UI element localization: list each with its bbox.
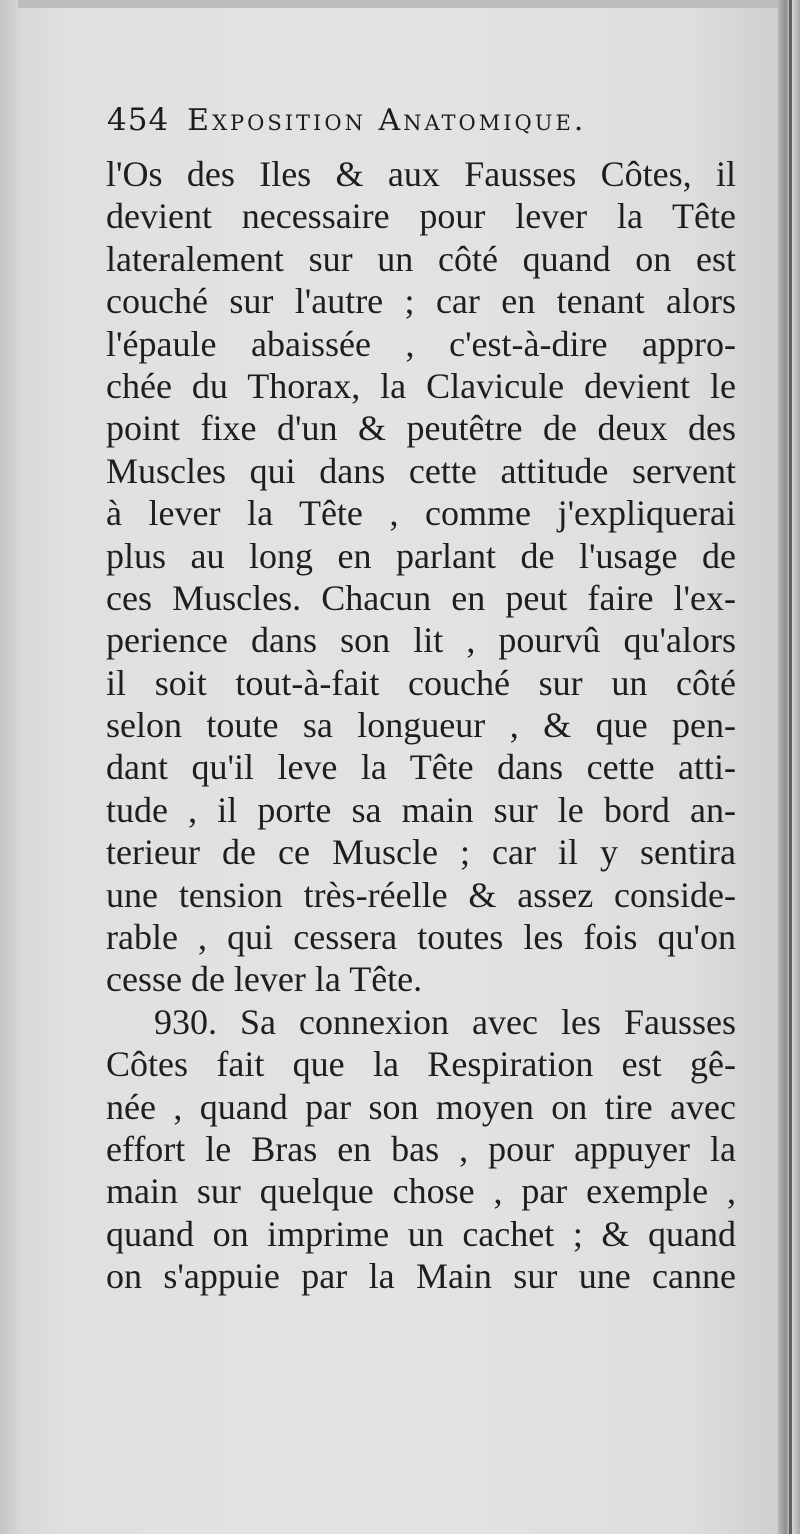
page-number: 454 [107,102,170,138]
text-line: née , quand par son moyen on tire avec [106,1086,736,1127]
text-line: selon toute sa longueur , & que pen- [106,705,736,746]
running-title: Exposition Anatomique. [187,103,587,138]
text-line: point fixe d'un & peutêtre de deux des [106,408,736,449]
text-line: main sur quelque chose , par exemple , [106,1171,736,1212]
text-line: on s'appuie par la Main sur une canne [106,1256,736,1297]
text-line: effort le Bras en bas , pour appuyer la [106,1128,736,1169]
text-line: lateralement sur un côté quand on est [106,238,736,279]
body-text [106,153,736,1298]
paragraph-end-line: cesse de lever la Tête. [106,959,423,1000]
text-line: perience dans son lit , pourvû qu'alors [106,620,736,661]
text-line: terieur de ce Muscle ; car il y sentira [106,832,736,873]
text-line: Muscles qui dans cette attitude servent [106,450,736,491]
text-line: rable , qui cessera toutes les fois qu'on [106,917,736,958]
text-line: plus au long en parlant de l'usage de [106,535,736,576]
text-line: il soit tout-à-fait couché sur un côté [106,662,736,703]
text-line: quand on imprime un cachet ; & quand [106,1213,736,1254]
text-line: ces Muscles. Chacun en peut faire l'ex- [106,577,736,618]
text-line: l'Os des Iles & aux Fausses Côtes, il [106,154,736,194]
text-line: Côtes fait que la Respiration est gê- [106,1044,736,1085]
left-margin-shadow [0,0,18,1534]
paragraph-start-line: 930. Sa connexion avec les Fausses [154,1001,736,1042]
gutter-edge-line [789,0,792,1534]
text-line: tude , il porte sa main sur le bord an- [106,789,736,830]
text-line: couché sur l'autre ; car en tenant alors [106,281,736,322]
text-line: à lever la Tête , comme j'expliquerai [106,493,736,534]
text-line: devient necessaire pour lever la Tête [106,196,736,237]
text-line: dant qu'il leve la Tête dans cette atti- [106,747,736,788]
text-line: chée du Thorax, la Clavicule devient le [106,365,736,406]
page-header [107,102,586,138]
text-line: l'épaule abaissée , c'est-à-dire appro- [106,323,736,364]
text-line: une tension très-réelle & assez conside- [106,874,736,915]
